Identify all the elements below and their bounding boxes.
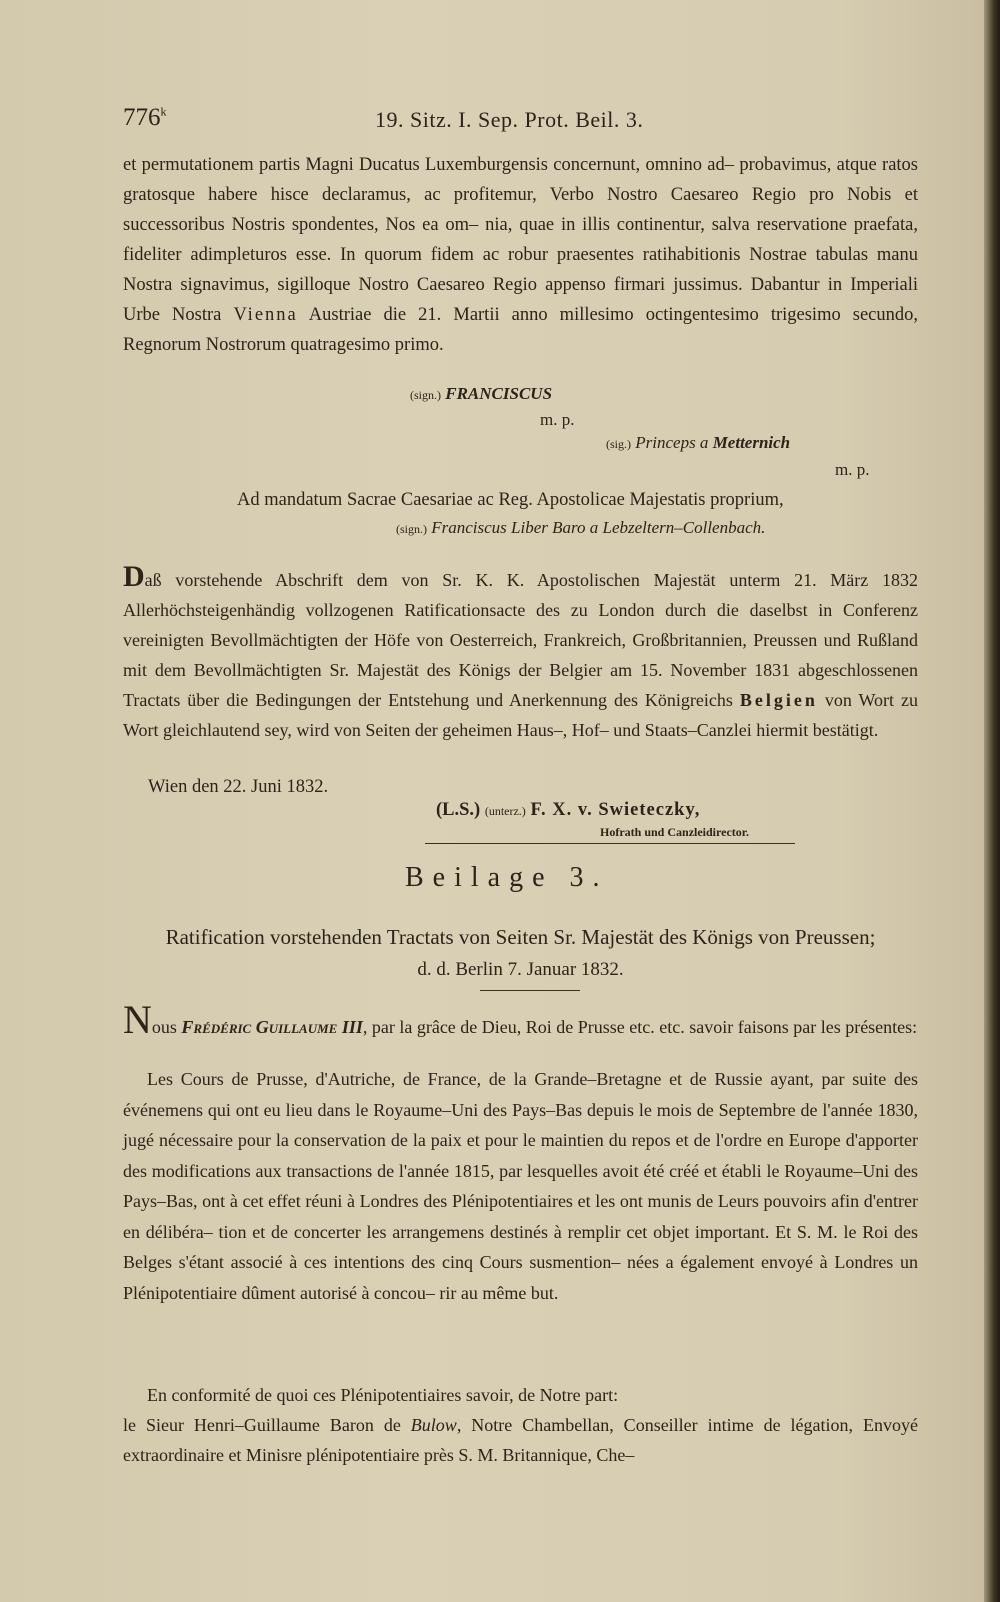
- signature-franciscus-mp: m. p.: [540, 410, 575, 429]
- city-vienna: Vienna: [233, 305, 298, 325]
- german-certification: Daß vorstehende Abschrift dem von Sr. K. K. Apostolischen Majestät unterm 21. März 1832 Allerhöchsteigenhändig vollzogenen Ratificationsacte des zu London durch die daselbst in Conferenz vereinigten Bevollmächtigten der Höfe von Oesterreich, Frankreich, Großbritannien, Preussen und Rußland mit dem Bevollmächtigten Sr. Majestät des Königs der Belgier am 15. November 1831 abgeschlossenen Tractats über die Bedingungen der Entstehung und Anerkennung des Königreichs Belgien von Wort zu Wort gleichlautend sey, wird von Seiten der geheimen Haus–, Hof– und Staats–Canzlei hiermit bestätigt.: [123, 560, 918, 740]
- king-name: Frédéric Guillaume III: [181, 1017, 363, 1037]
- nous-paragraph: Nous Frédéric Guillaume III, par la grâce de Dieu, Roi de Prusse etc. etc. savoir faisons par les présentes:: [123, 997, 918, 1042]
- belgien: Belgien: [739, 690, 818, 710]
- divider: [425, 843, 795, 844]
- french-paragraph-1: Les Cours de Prusse, d'Autriche, de France, de la Grande–Bretagne et de Russie ayant, par suite des événemens qui ont eu lieu dans le Royaume–Uni des Pays–Bas depuis le mois de Septembre de l'année 1830, jugé nécessaire pour la conservation de la paix et pour le maintien du repos et de l'ordre en Europe d'apporter des modifications aux transactions de l'année 1815, par lesquelles avoit été créé et établi le Royaume–Uni des Pays–Bas, ont à cet effet réuni à Londres des Plénipotentiaires et les ont munis de Leurs pouvoirs afin d'entrer en délibéra– tion et de concerter les arrangemens destinés à remplir cet objet important. Et S. M. le Roi des Belges s'étant associé à ces intentions des cinq Cours susmention– nées a également envoyé à Londres un Plénipotentiaire dûment autorisé à concou– rir au même but.: [123, 1069, 918, 1303]
- signature-metternich: (sig.) Princeps a Metternich: [606, 433, 791, 452]
- drop-cap: D: [123, 560, 145, 593]
- latin-paragraph: et permutationem partis Magni Ducatus Luxemburgensis concernunt, omnino ad– probavimus, atque ratos gratosque habere hisce declaramus, ac profitemur, Verbo Nostro Caesareo Regio pro Nobis et successoribus Nostris spondentes, Nos ea om– nia, quae in illis continentur, salva reservatione praefata, fideliter adimpleturos esse. In quorum fidem ac robur praesentes ratihabitionis Nostrae tabulas manu Nostra signavimus, sigilloque Nostro Caesareo Regio appenso firmari jussimus. Dabantur in Imperiali Urbe Nostra Vienna Austriae die 21. Martii anno millesimo octingentesimo trigesimo secundo, Regnorum Nostrorum quatragesimo primo.: [123, 155, 919, 355]
- german-signature: (L.S.) (unterz.) F. X. v. Swieteczky,: [436, 800, 701, 820]
- page-number: 776$^k$: [123, 104, 167, 131]
- beilage-heading: Beilage 3.: [405, 862, 609, 893]
- german-date: Wien den 22. Juni 1832.: [148, 777, 329, 797]
- ratification-date: d. d. Berlin 7. Januar 1832.: [417, 959, 624, 980]
- signature-lebzeltern: (sign.) Franciscus Liber Baro a Lebzeltern–Collenbach.: [396, 518, 766, 537]
- signature-metternich-mp: m. p.: [835, 460, 870, 479]
- french-paragraph-2: En conformité de quoi ces Plénipotentiaires savoir, de Notre part: le Sieur Henri–Guillaume Baron de Bulow, Notre Chambellan, Conseiller intime de légation, Envoyé extraordinaire et Minisre plénipotentiaire près S. M. Britannique, Che–: [123, 1385, 918, 1465]
- title-rule: [480, 990, 580, 991]
- signer-title: Hofrath und Canzleidirector.: [600, 825, 749, 839]
- running-title: 19. Sitz. I. Sep. Prot. Beil. 3.: [375, 107, 644, 132]
- initial-n: N: [123, 997, 152, 1042]
- ratification-title: Ratification vorstehenden Tractats von Seiten Sr. Majestät des Königs von Preussen;: [165, 925, 876, 949]
- mandatum-line: Ad mandatum Sacrae Caesariae ac Reg. Apostolicae Majestatis proprium,: [237, 490, 784, 510]
- signature-franciscus: (sign.) FRANCISCUS: [410, 384, 553, 403]
- page-edge: [984, 0, 1000, 1602]
